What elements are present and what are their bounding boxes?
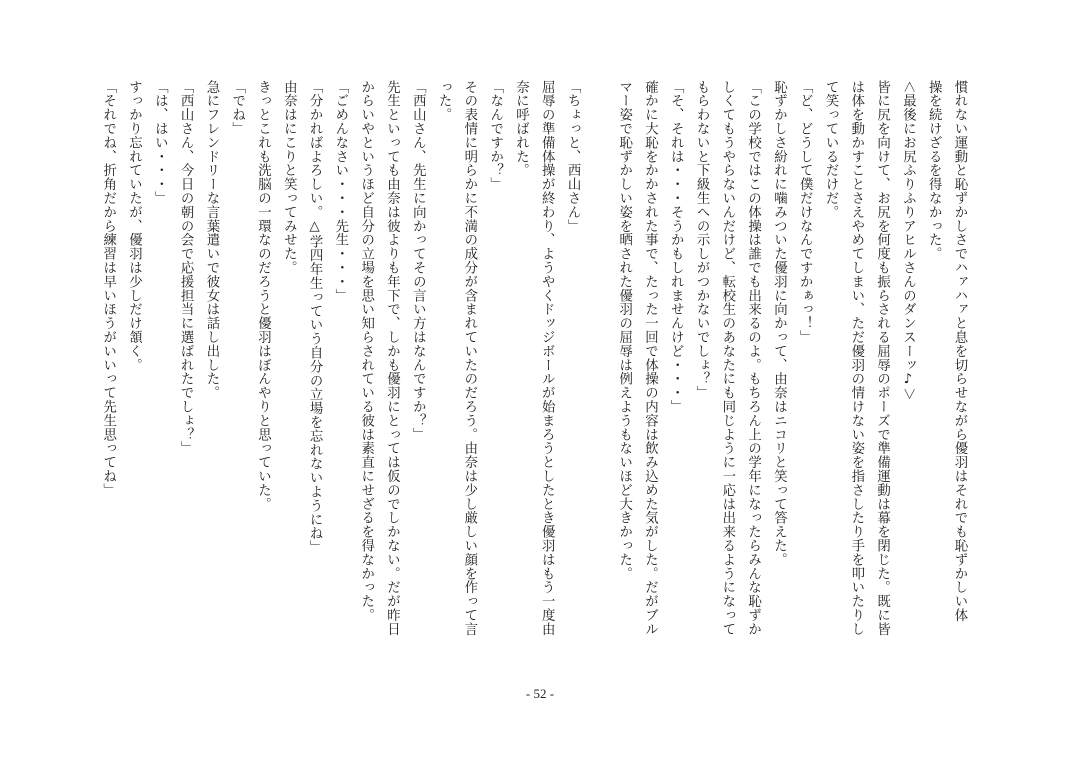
text-line: 「は、はい・・・」	[152, 80, 168, 206]
text-line: 屈辱の準備体操が終わり、ようやくドッジボールが始まろうとしたとき優羽はもう一度由	[539, 80, 555, 636]
text-line: 先生といっても由奈は彼よりも年下で、しかも優羽にとっては仮のでしかない。だが昨日	[384, 80, 400, 636]
text-line: 「西山さん、今日の朝の会で応援担当に選ばれたでしょ？」	[178, 80, 194, 456]
text-line: 由奈はにこりと笑ってみせた。	[281, 80, 297, 275]
text-line: 確かに大恥をかかされた事で、たった一回で体操の内容は飲み込めた気がした。だがブル	[642, 80, 658, 636]
text-line: は体を動かすことさえやめてしまい、ただ優羽の情けない姿を指さしたり手を叩いたりし	[848, 80, 864, 636]
text-line: その表情に明らかに不満の成分が含まれていたのだろう。由奈は少し厳しい顔を作って言	[461, 80, 477, 636]
text-line: からいやというほど自分の立場を思い知らされている彼は素直にせざるを得なかった。	[358, 80, 374, 623]
text-line: マー姿で恥ずかしい姿を晒された優羽の屈辱は例えようもないほど大きかった。	[616, 80, 632, 581]
text-line: すっかり忘れていたが、優羽は少しだけ頷く。	[126, 80, 142, 372]
text-line: 慣れない運動と恥ずかしさでハァハァと息を切らせながら優羽はそれでも恥ずかしい体	[952, 80, 967, 623]
paragraph-spacer	[585, 80, 611, 690]
text-line: 「分かればよろしい。△学四年生っていう自分の立場を忘れないようにね」	[307, 80, 323, 555]
text-line: もらわないと下級生への示しがつかないでしょ？」	[694, 80, 710, 400]
text-line: 「それでね、折角だから練習は早いほうがいいって先生思ってね」	[100, 80, 116, 497]
text-line: 「なんですか？」	[487, 80, 503, 192]
text-line: 奈に呼ばれた。	[513, 80, 529, 178]
text-line: 「ど、どうして僕だけなんですかぁっ！」	[797, 80, 813, 345]
text-line: 「この学校ではこの体操は誰でも出来るのよ。もちろん上の学年になったらみんな恥ずか	[745, 80, 761, 636]
text-line: 「ちょっと、西山さん」	[565, 80, 581, 233]
text-line: て笑っているだけだ。	[823, 80, 839, 219]
page-number: - 52 -	[525, 686, 555, 701]
text-line: ＜最後にお尻ふりふりアヒルさんのダンスーッ♪＞	[900, 80, 916, 402]
text-line: 「そ、それは・・・そうかもしれませんけど・・・」	[668, 80, 684, 414]
vertical-text-body	[95, 80, 972, 690]
text-line: 操を続けざるを得なかった。	[926, 80, 942, 261]
text-line: 急にフレンドリーな言葉遣いで彼女は話し出した。	[203, 80, 219, 400]
text-line: 恥ずかしさ紛れに噛みついた優羽に向かって、由奈はニコリと笑って答えた。	[771, 80, 787, 567]
text-line: 「ごめんなさい・・・先生・・・」	[332, 80, 348, 303]
text-line: 「西山さん、先生に向かってその言い方はなんですか？」	[410, 80, 426, 442]
text-line: 「でね」	[229, 80, 245, 136]
text-line: った。	[436, 80, 452, 122]
text-line: 皆に尻を向けて、お尻を何度も振らされる屈辱のポーズで準備運動は幕を閉じた。既に皆	[874, 80, 890, 636]
text-line: きっとこれも洗脳の一環なのだろうと優羽はぼんやりと思っていた。	[255, 80, 271, 511]
text-line: しくてもうやらないんだけど、転校生のあなたにも同じように一応は出来るようになって	[719, 80, 735, 636]
